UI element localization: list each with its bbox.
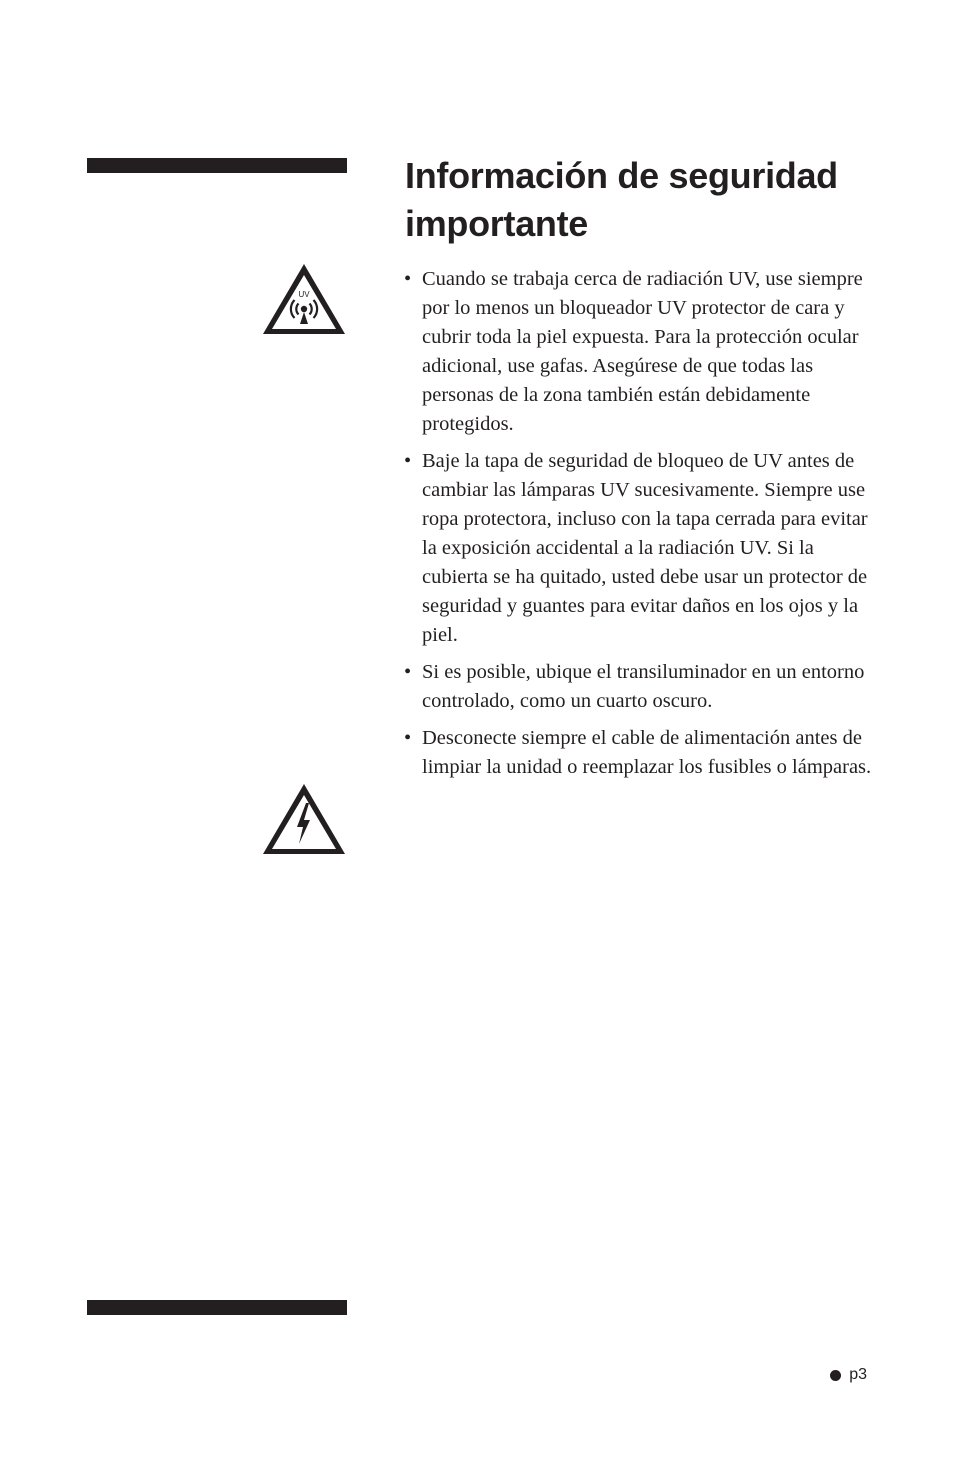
bullet-marker: • [404,661,412,683]
list-item-text: Cuando se trabaja cerca de radiación UV, use siempre por lo menos un bloqueador UV protector de cara y cubrir toda la piel expuesta. Para la protección ocular adicional, use gafas. Asegúrese de que todas las personas de la zona también están debidamente protegidos. [422,268,863,435]
electrical-hazard-warning-icon [261,782,347,856]
page-footer [830,1366,867,1384]
list-item [404,724,874,782]
bottom-section-rule [87,1300,347,1315]
bullet-marker: • [404,450,412,472]
page-title [405,152,925,248]
list-item [404,658,874,716]
top-section-rule [87,158,347,173]
list-item-text: Desconecte siempre el cable de alimentación antes de limpiar la unidad o reemplazar los fusibles o lámparas. [422,727,872,778]
list-item-text: Baje la tapa de seguridad de bloqueo de UV antes de cambiar las lámparas UV sucesivamente. Siempre use ropa protectora, incluso con la tapa cerrada para evitar la exposición accidental a la radiación UV. Si la cubierta se ha quitado, usted debe usar un protector de seguridad y guantes para evitar daños en los ojos y la piel. [422,450,868,646]
bullet-marker: • [404,268,412,290]
list-item [404,265,874,439]
uv-radiation-warning-icon [261,262,347,336]
list-item-text: Si es posible, ubique el transiluminador en un entorno controlado, como un cuarto oscuro. [422,661,865,712]
safety-bullet-list [404,265,874,790]
page-title-line-2: importante [405,203,589,244]
page-title-line-1: Información de seguridad [405,155,838,196]
list-item [404,447,874,650]
bullet-marker: • [404,727,412,749]
page-number: p3 [849,1366,867,1383]
uv-icon-label: UV [298,290,310,299]
footer-dot-icon [830,1370,841,1381]
